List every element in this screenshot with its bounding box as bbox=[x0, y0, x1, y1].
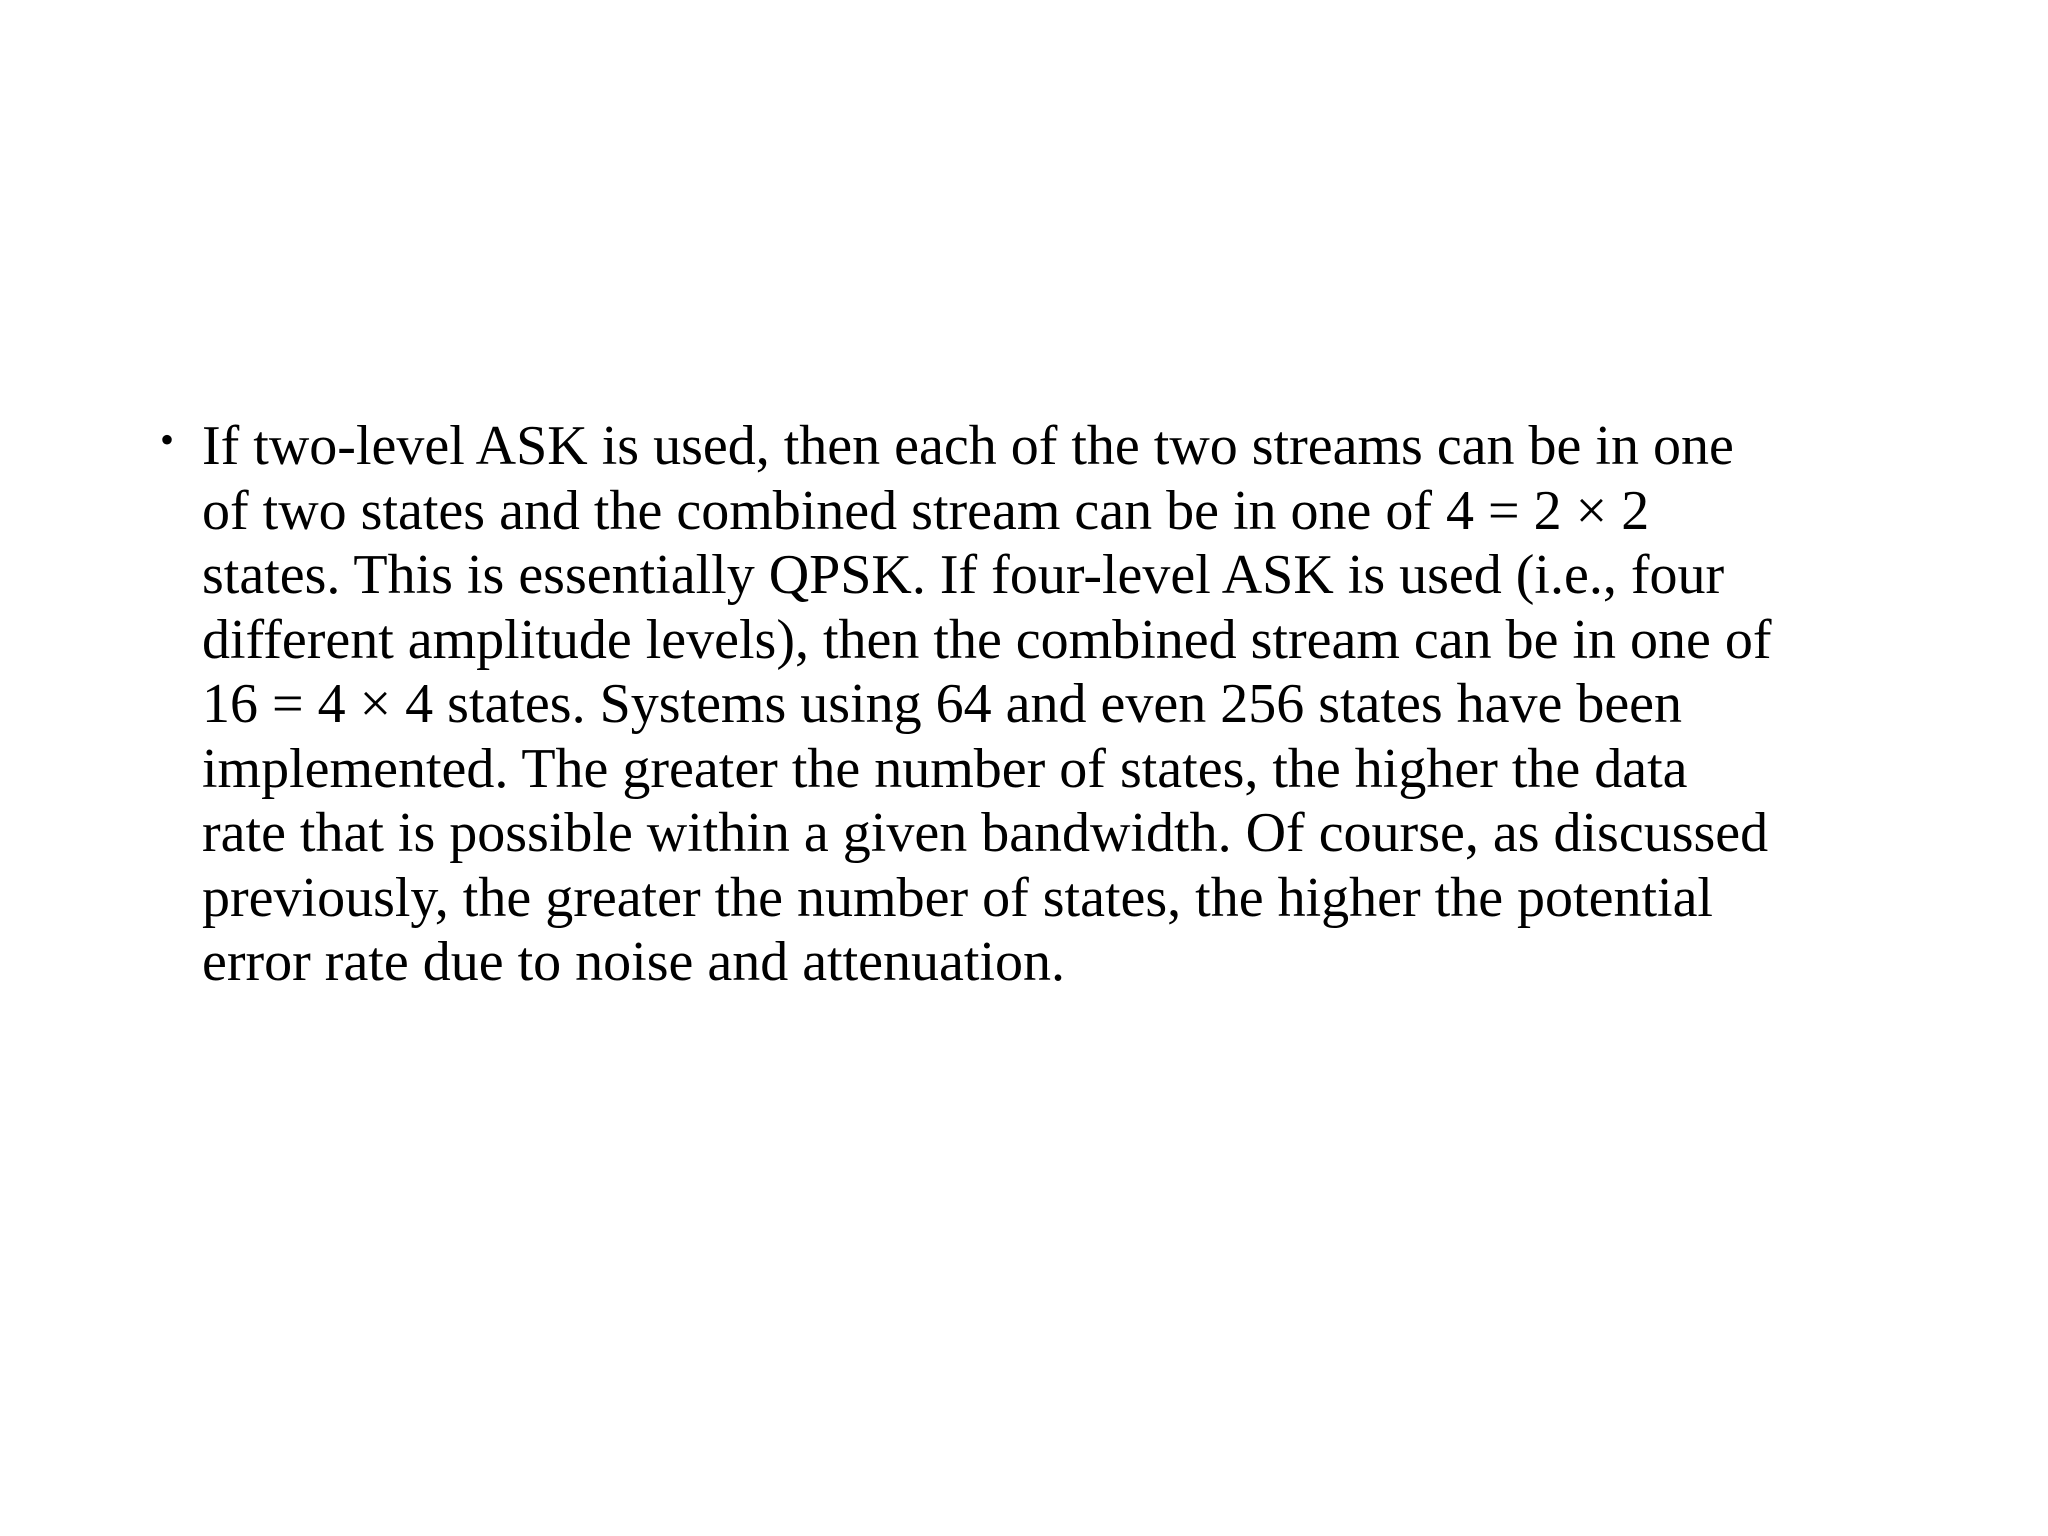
text-line-1: If two-level ASK is used, then each of the two streams can be in one bbox=[202, 415, 1734, 477]
text-line-9: error rate due to noise and attenuation. bbox=[202, 931, 1065, 993]
text-line-5: 16 = 4 × 4 states. Systems using 64 and even 256 states have been bbox=[202, 673, 1683, 735]
text-line-3: states. This is essentially QPSK. If four-level ASK is used (i.e., four bbox=[202, 544, 1725, 606]
bullet-text bbox=[202, 414, 1920, 995]
text-line-7: rate that is possible within a given bandwidth. Of course, as discussed bbox=[202, 802, 1769, 864]
text-line-6: implemented. The greater the number of states, the higher the data bbox=[202, 737, 1688, 800]
bullet-item bbox=[160, 414, 1920, 995]
bullet-icon: • bbox=[160, 417, 175, 462]
text-line-8: previously, the greater the number of states, the higher the potential bbox=[202, 866, 1713, 929]
bullet-paragraph bbox=[160, 414, 1920, 995]
text-line-2: of two states and the combined stream can be in one of 4 = 2 × 2 bbox=[202, 479, 1650, 542]
text-line-4: different amplitude levels), then the combined stream can be in one of bbox=[202, 608, 1772, 671]
